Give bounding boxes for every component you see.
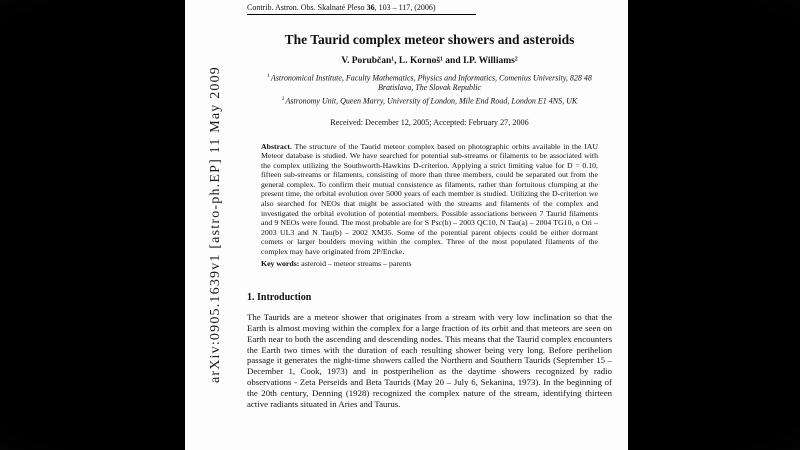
arxiv-watermark — [185, 0, 247, 450]
section-heading-introduction: 1. Introduction — [247, 292, 312, 304]
affiliation-text: Astronomy Unit, Queen Marry, University of London, Mile End Road, London E1 4NS, UK — [285, 96, 578, 106]
journal-pages: , 103 – 117, (2006) — [374, 3, 436, 12]
affiliation-item — [265, 73, 595, 94]
abstract-section — [247, 142, 612, 257]
paper-page — [185, 0, 628, 450]
affiliation-marker: 2 — [281, 95, 285, 102]
paper-title: The Taurid complex meteor showers and asteroids — [284, 32, 575, 47]
abstract-text: The structure of the Taurid meteor complex based on photographic orbits available in the IAU Meteor database is studied. We have searched for potential sub-streams or filaments to be associated with the complex utilizing the Southworth-Hawkins D-criterion. Applying a strict limiting value for D = 0.10, fifteen sub-streams or filaments, consisting of more than three members, could be separated out from the general complex. To confirm their mutual consistence as filaments, rather than fortuitous clumping at the present time, the orbital evolution over 5000 years of each member is studied. Utilizing the D-criterion we also searched for NEOs that might be associated with the streams and filaments of the complex and investigated the orbital evolution of potential members. Possible associations between 7 Taurid filaments and 9 NEOs were found. The most probable are for S Psc(b) – 2003 QC10, N Tau(a) – 2004 TG10, o Ori – 2003 UL3 and N Tau(b) – 2002 XM35. Some of the potential parent objects could be either dormant comets or larger boulders moving within the complex. Three of the most populated filaments of the complex may have originated from 2P/Encke. — [261, 141, 598, 256]
paper-content — [247, 0, 612, 450]
journal-header-rule — [247, 3, 476, 15]
affiliation-marker: 1 — [267, 72, 270, 79]
keywords-label: Key words: — [261, 258, 300, 268]
arxiv-watermark-text: arXiv:0905.1639v1 [astro-ph.EP] 11 May 2009 — [208, 66, 223, 384]
authors-line: V. Porubčan¹, L. Kornoš¹ and I.P. Williams² — [341, 55, 518, 66]
introduction-paragraph: The Taurids are a meteor shower that originates from a stream with very low inclination so that the Earth is almost moving within the complex for a large fraction of its orbit and that meteors are seen on Earth near to both the ascending and descending nodes. This means that the Taurid complex encounters the Earth two times with the duration of each resulting shower being very long. Before perihelion passage it generates the night-time showers called the Northern and Southern Taurids (September 15 – December 1, Cook, 1973) and in postperihelion as the daytime showers recognized by radio observations - Zeta Perseids and Beta Taurids (May 20 – July 6, Sekanina, 1973). In the beginning of the 20th century, Denning (1928) recognized the complex nature of the stream, identifying thirteen active radiants situated in Aries and Taurus. — [247, 312, 612, 409]
journal-header — [247, 0, 612, 15]
keywords-line — [247, 259, 612, 269]
affiliation-item — [265, 96, 595, 107]
received-accepted-line: Received: December 12, 2005; Accepted: February 27, 2006 — [330, 117, 529, 127]
affiliation-text: Astronomical Institute, Faculty Mathematics, Physics and Informatics, Comenius University, 828 48 Bratislava, The Slovak Republic — [270, 73, 592, 93]
affiliations — [247, 73, 612, 107]
abstract-label: Abstract. — [261, 141, 292, 151]
keywords-text: asteroid – meteor streams – parents — [299, 258, 412, 268]
journal-volume: 36 — [366, 3, 375, 12]
journal-name: Contrib. Astron. Obs. Skalnaté Pleso — [247, 3, 367, 12]
